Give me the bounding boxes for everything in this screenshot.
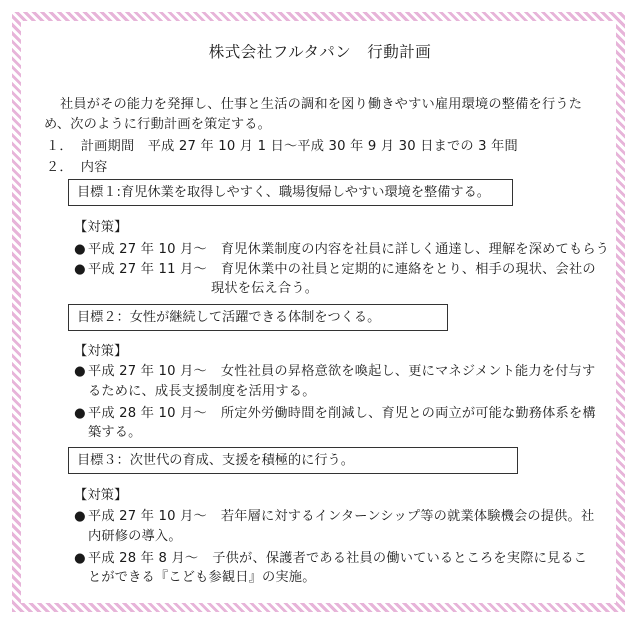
goal-1-measure-2-continued: 現状を伝え合う。 <box>211 281 319 296</box>
goal-2-measures-label: 【対策】 <box>74 344 128 359</box>
measure-text: 子供が、保護者である社員の働いているところを実際に見るこ <box>212 551 588 566</box>
bullet-icon: ● <box>74 364 86 379</box>
intro-text-line-1: 社員がその能力を発揮し、仕事と生活の調和を図り働きやすい雇用環境の整備を行うた <box>60 97 583 112</box>
goal-2-measure-1 <box>74 360 595 379</box>
measure-date: 平成 27 年 10 月～ <box>88 364 207 379</box>
bullet-icon: ● <box>74 242 86 257</box>
goal-3-box: 目標３：次世代の育成、支援を積極的に行う。 <box>68 447 518 474</box>
bullet-icon: ● <box>74 509 86 524</box>
measure-date: 平成 27 年 11 月～ <box>88 262 207 277</box>
intro-text-line-2: め、次のように行動計画を策定する。 <box>44 117 272 132</box>
measure-text: 女性社員の昇格意欲を喚起し、更にマネジメント能力を付与す <box>220 364 596 379</box>
goal-3-measure-2-continued: とができる『こども参観日』の実施。 <box>88 570 316 585</box>
goal-3-measure-1 <box>74 505 594 524</box>
measure-date: 平成 27 年 10 月～ <box>88 242 207 257</box>
goal-3-measures-label: 【対策】 <box>74 488 128 503</box>
bullet-icon: ● <box>74 551 86 566</box>
goal-2-measure-2 <box>74 402 596 421</box>
plan-period-text: 計画期間 平成 27 年 10 月 1 日～平成 30 年 9 月 30 日までの 3 年間 <box>80 139 518 154</box>
goal-2-measure-2-continued: 築する。 <box>88 425 142 440</box>
section-2-number: ２． <box>46 160 73 175</box>
page-title: 株式会社フルタパン 行動計画 <box>208 43 432 61</box>
measure-date: 平成 28 年 8 月～ <box>88 551 199 566</box>
goal-1-box: 目標１:育児休業を取得しやすく、職場復帰しやすい環境を整備する。 <box>68 179 513 206</box>
section-2-heading <box>46 156 108 175</box>
measure-date: 平成 27 年 10 月～ <box>88 509 207 524</box>
measure-date: 平成 28 年 10 月～ <box>88 406 207 421</box>
goal-2-measure-1-continued: るために、成長支援制度を活用する。 <box>88 384 316 399</box>
goal-3-measure-1-continued: 内研修の導入。 <box>88 529 182 544</box>
goal-3-measure-2 <box>74 547 587 566</box>
section-2-label: 内容 <box>80 160 108 175</box>
goal-1-measure-2 <box>74 258 596 277</box>
section-1-number: １． <box>46 139 73 154</box>
measure-text: 育児休業制度の内容を社員に詳しく通達し、理解を深めてもらう <box>220 242 610 257</box>
goal-1-measure-1 <box>74 238 609 257</box>
goal-1-measures-label: 【対策】 <box>74 220 128 235</box>
measure-text: 育児休業中の社員と定期的に連絡をとり、相手の現状、会社の <box>220 262 596 277</box>
measure-text: 若年層に対するインターンシップ等の就業体験機会の提供。社 <box>220 509 595 524</box>
goal-2-box: 目標２：女性が継続して活躍できる体制をつくる。 <box>68 304 448 331</box>
bullet-icon: ● <box>74 262 86 277</box>
measure-text: 所定外労働時間を削減し、育児との両立が可能な勤務体系を構 <box>220 406 596 421</box>
bullet-icon: ● <box>74 406 86 421</box>
section-1-heading <box>46 135 518 154</box>
